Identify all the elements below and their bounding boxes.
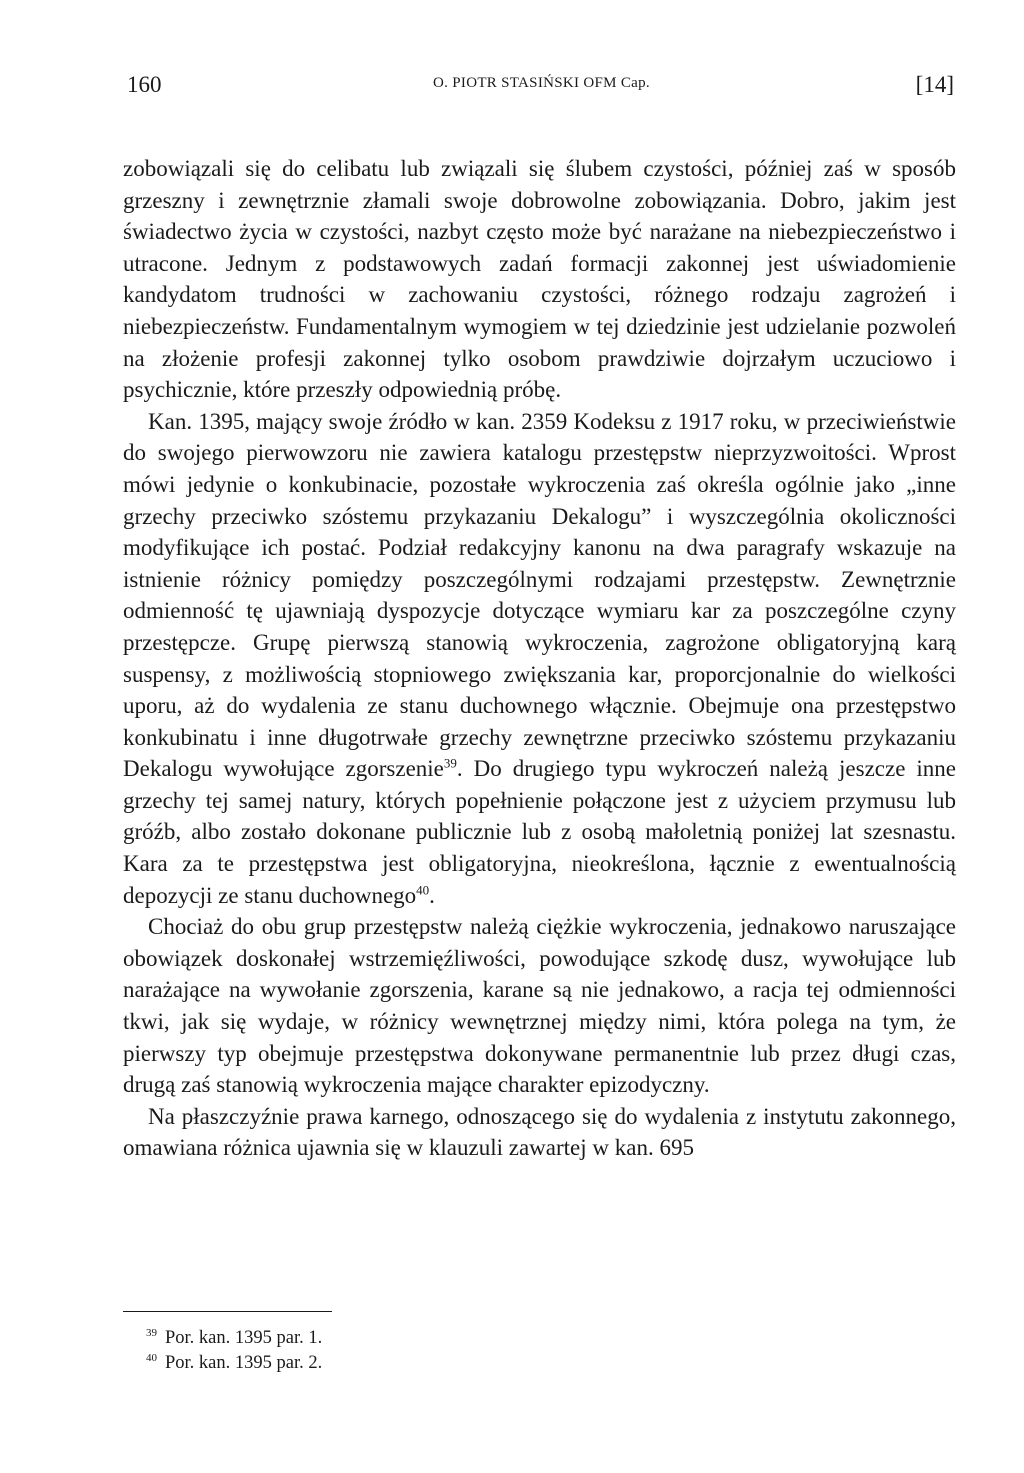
paragraph-2-text-b: . Do drugiego typu wykroczeń należą jeszcze inne grzechy tej samej natury, których popełnienie połączone jest z użyciem przymusu lub gróźb, albo zostało dokonane publicznie lub z osobą małoletnią poniżej lat szesnastu. Kara za te przestępstwa jest obligatoryjna, nieokreślona, łącznie z ewentualnością depozycji ze stanu duchownego (123, 756, 956, 908)
main-text (123, 153, 956, 1164)
paragraph-2-text-a: Kan. 1395, mający swoje źródło w kan. 2359 Kodeksu z 1917 roku, w przeciwieństwie do swojego pierwowzoru nie zawiera katalogu przestępstw nieprzyzwoitości. Wprost mówi jedynie o konkubinacie, pozostałe wykroczenia zaś określa ogólnie jako „inne grzechy przeciwko szóstemu przykazaniu Dekalogu” i wyszczególnia okoliczności modyfikujące ich postać. Podział redakcyjny kanonu na dwa paragrafy wskazuje na istnienie różnicy pomiędzy poszczególnymi rodzajami przestępstw. Zewnętrznie odmienność tę ujawniają dyspozycje dotyczące wymiaru kar za poszczególne czyny przestępcze. Grupę pierwszą stanowią wykroczenia, zagrożone obligatoryjną karą suspensy, z możliwością stopniowego zwiększania kar, proporcjonalnie do wielkości uporu, aż do wydalenia ze stanu duchownego włącznie. Obejmuje ona przestępstwo konkubinatu i inne długotrwałe grzechy zewnętrzne przeciwko szóstemu przykazaniu Dekalogu wywołujące zgorszenie (123, 408, 956, 782)
paragraph-1: zobowiązali się do celibatu lub związali się ślubem czystości, później zaś w sposób grzeszny i zewnętrznie złamali swoje dobrowolne zobowiązania. Dobro, jakim jest świadectwo życia w czystości, nazbyt często może być narażane na niebezpieczeństwo i utracone. Jednym z podstawowych zadań formacji zakonnej jest uświadomienie kandydatom trudności w zachowaniu czystości, różnego rodzaju zagrożeń i niebezpieczeństw. Fundamentalnym wymogiem w tej dziedzinie jest udzielanie pozwoleń na złożenie profesji zakonnej tylko osobom prawdziwie dojrzałym uczuciowo i psychicznie, które przeszły odpowiednią próbę. (123, 156, 956, 403)
footnote-ref-39[interactable]: 39 (443, 755, 457, 771)
page-header (125, 70, 958, 106)
footnote-39 (146, 1326, 322, 1351)
footnote-text: Por. kan. 1395 par. 2. (165, 1353, 323, 1373)
section-reference: [14] (915, 72, 954, 97)
footnote-number: 40 (146, 1351, 157, 1364)
footnote-ref-40[interactable]: 40 (416, 882, 430, 897)
paragraph-4: Na płaszczyźnie prawa karnego, odnoszącego się do wydalenia z instytutu zakonnego, omawiana różnica ujawnia się w klauzuli zawartej w kan. 695 (123, 1103, 956, 1161)
footnotes (146, 1326, 322, 1376)
footnote-separator (123, 1311, 332, 1312)
footnote-text: Por. kan. 1395 par. 1. (165, 1328, 323, 1348)
footnote-40 (146, 1351, 322, 1376)
running-head: O. PIOTR STASIŃSKI OFM Cap. (433, 75, 650, 91)
paragraph-2-text-c: . (429, 882, 435, 908)
paragraph-3: Chociaż do obu grup przestępstw należą ciężkie wykroczenia, jednakowo naruszające obowiązek doskonałej wstrzemięźliwości, powodujące szkodę dusz, wywołujące lub narażające na wywołanie zgorszenia, karane są nie jednakowo, a racja tej odmienności tkwi, jak się wydaje, w różnicy wewnętrznej między nimi, która polega na tym, że pierwszy typ obejmuje przestępstwa dokonywane permanentnie lub przez długi czas, drugą zaś stanowią wykroczenia mające charakter epizodyczny. (123, 914, 956, 1098)
paragraph-2 (123, 406, 956, 912)
page-number: 160 (127, 72, 162, 97)
footnote-number: 39 (146, 1326, 157, 1339)
